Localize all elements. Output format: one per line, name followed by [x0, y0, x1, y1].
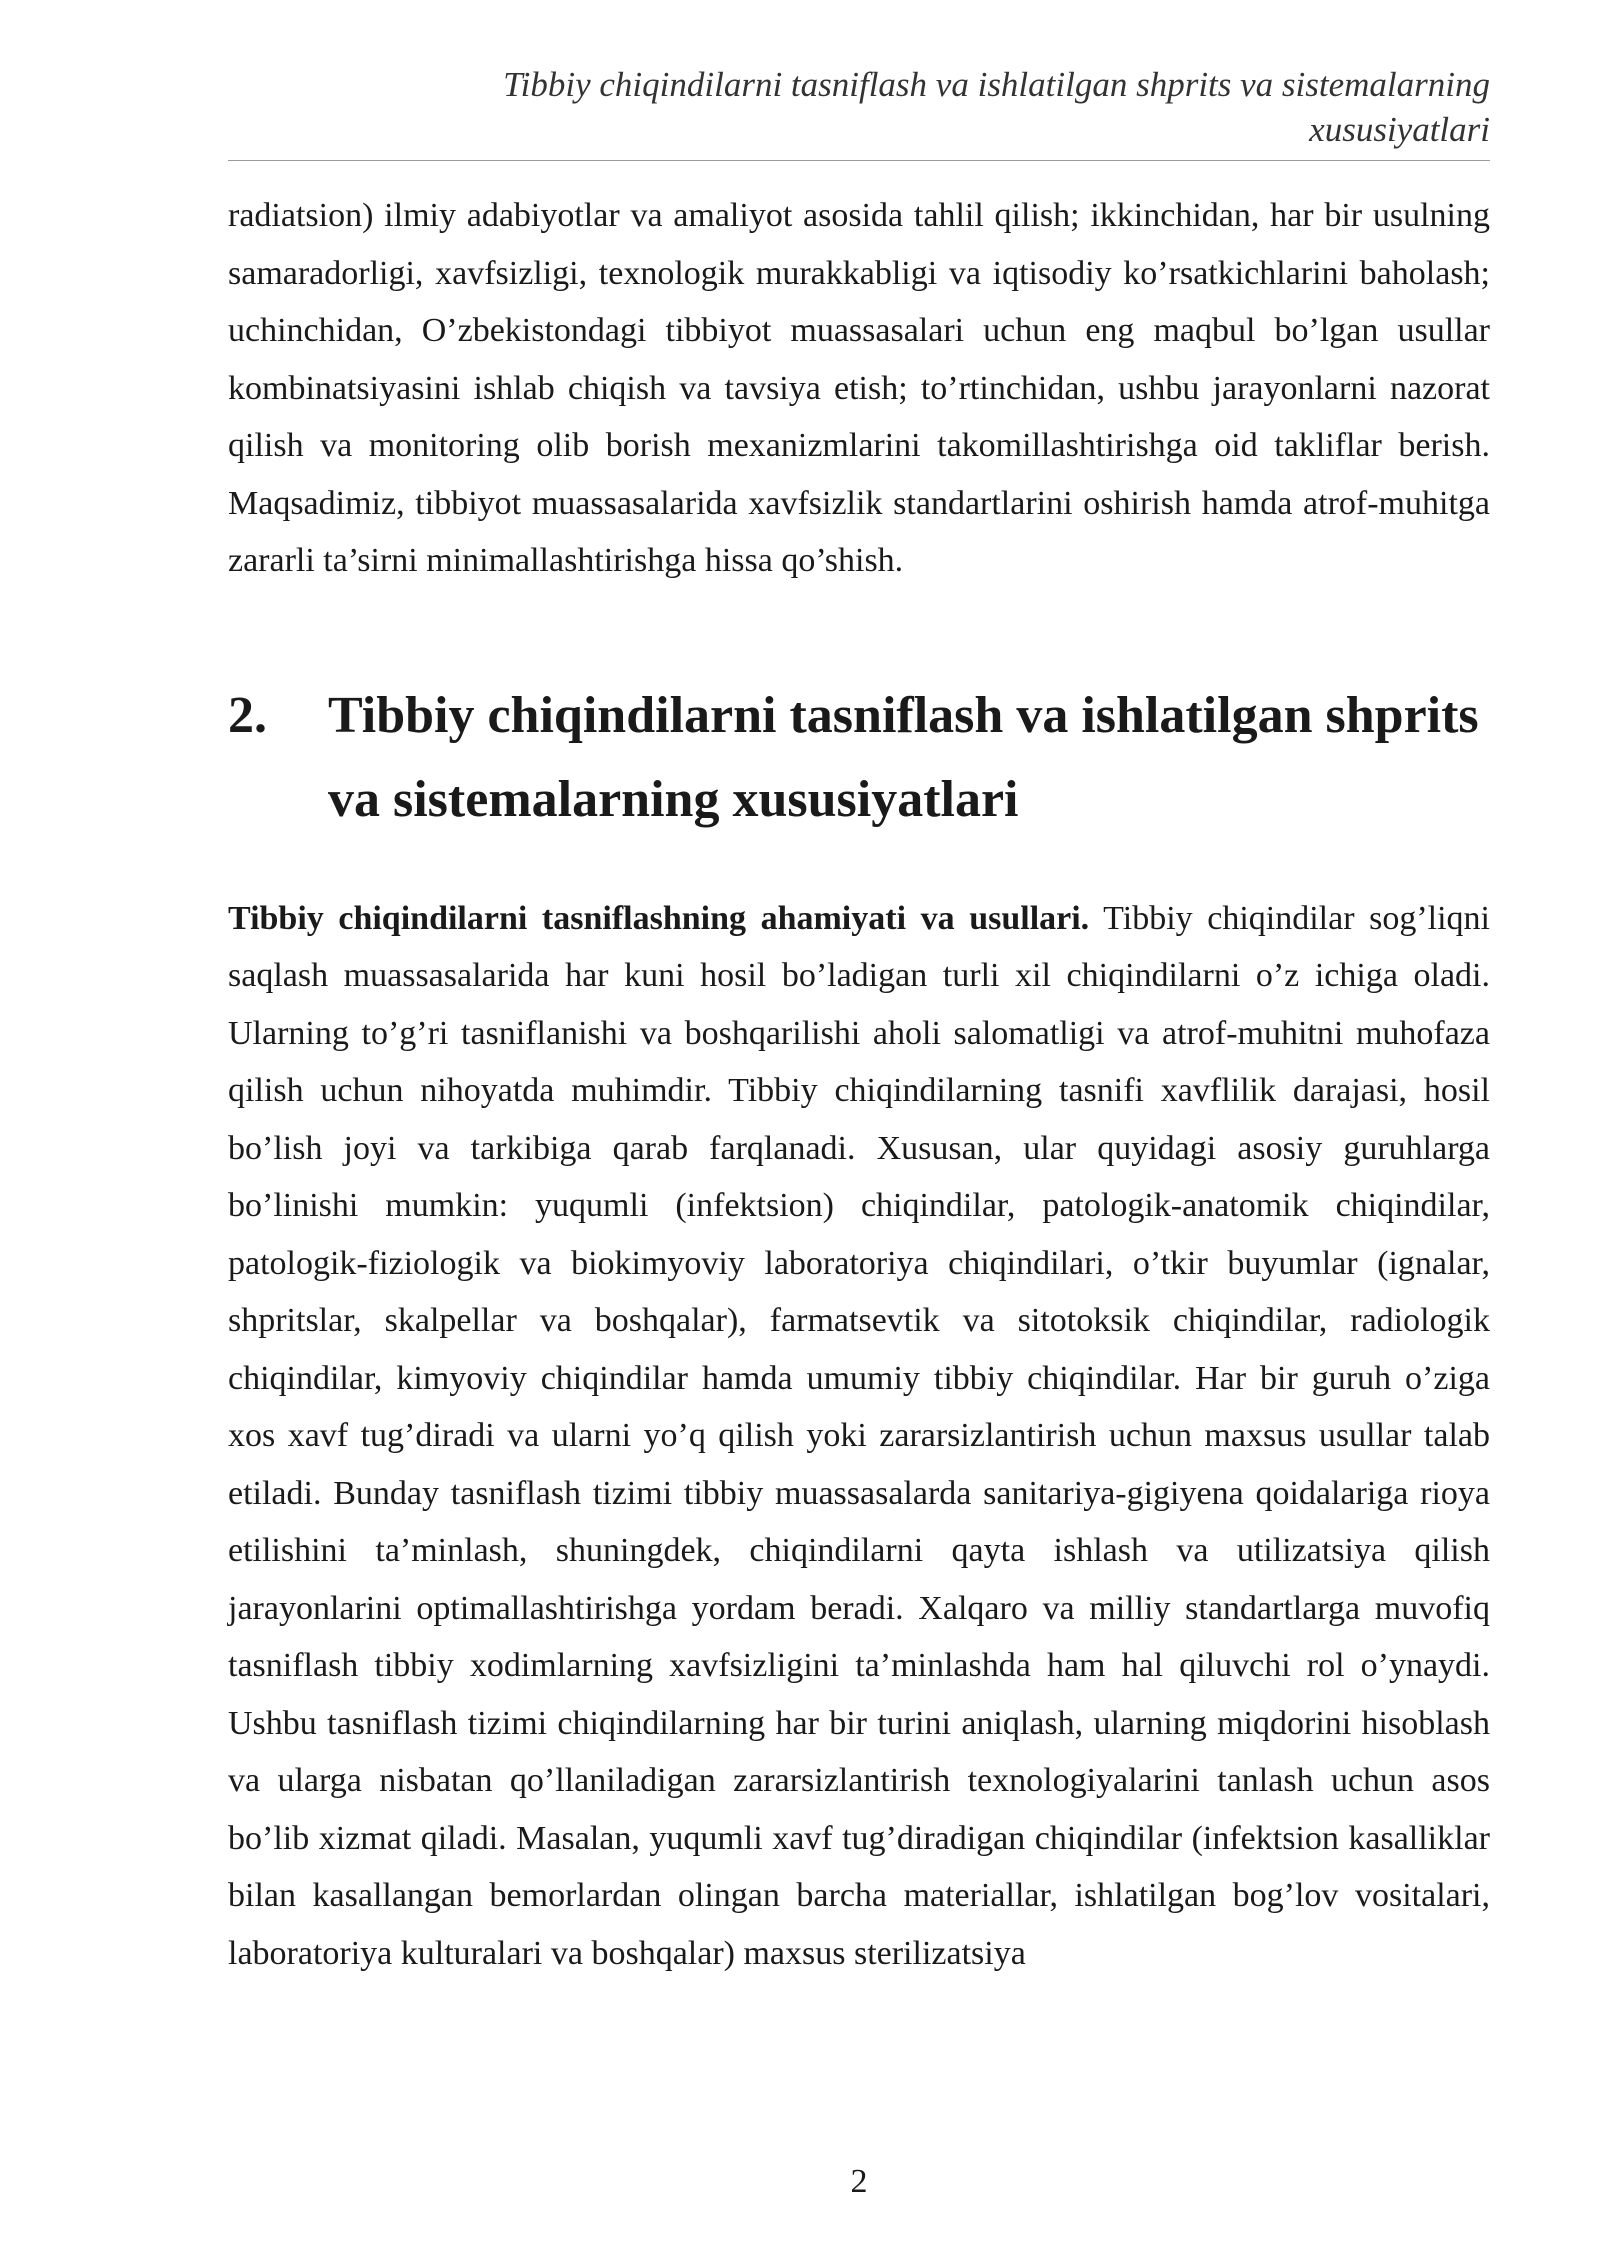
page-content [228, 187, 1490, 1982]
run-in-heading: Tibbiy chiqindilarni tasniflashning ahamiyati va usullari. [228, 899, 1090, 937]
section-title: Tibbiy chiqindilarni tasniflash va ishlatilgan shprits va sistemalarning xususiyatlari [328, 686, 1479, 828]
body-paragraph [228, 890, 1490, 1983]
intro-paragraph: radiatsion) ilmiy adabiyotlar va amaliyot asosida tahlil qilish; ikkinchidan, har bir usulning samaradorligi, xavfsizligi, texnologik murakkabligi va iqtisodiy ko’rsatkichlarini baholash; uchinchidan, O’zbekistondagi tibbiyot muassasalari uchun eng maqbul bo’lgan usullar kombinatsiyasini ishlab chiqish va tavsiya etish; to’rtinchidan, ushbu jarayonlarni nazorat qilish va monitoring olib borish mexanizmlarini takomillashtirishga oid takliflar berish. Maqsadimiz, tibbiyot muassasalarida xavfsizlik standartlarini oshirish hamda atrof-muhitga zararli ta’sirni minimallashtirishga hissa qo’shish. [228, 197, 1490, 579]
section-number: 2. [228, 686, 267, 744]
page-number: 2 [850, 2163, 868, 2200]
running-header [228, 62, 1490, 152]
running-header-line-1: Tibbiy chiqindilarni tasniflash va ishlatilgan shprits va sistemalarning [503, 65, 1490, 104]
running-header-line-2: xususiyatlari [1309, 110, 1490, 149]
section-heading [228, 674, 1490, 842]
header-divider [228, 160, 1490, 161]
body-text: Tibbiy chiqindilar sog’liqni saqlash muassasalarida har kuni hosil bo’ladigan turli xil chiqindilarni o’z ichiga oladi. Ularning to’g’ri tasniflanishi va boshqarilishi aholi salomatligi va atrof-muhitni muhofaza qilish uchun nihoyatda muhimdir. Tibbiy chiqindilarning tasnifi xavflilik darajasi, hosil bo’lish joyi va tarkibiga qarab farqlanadi. Xususan, ular quyidagi asosiy guruhlarga bo’linishi mumkin: yuqumli (infektsion) chiqindilar, patologik-anatomik chiqindilar, patologik-fiziologik va biokimyoviy laboratoriya chiqindilari, o’tkir buyumlar (ignalar, shpritslar, skalpellar va boshqalar), farmatsevtik va sitotoksik chiqindilar, radiologik chiqindilar, kimyoviy chiqindilar hamda umumiy tibbiy chiqindilar. Har bir guruh o’ziga xos xavf tug’diradi va ularni yo’q qilish yoki zararsizlantirish uchun maxsus usullar talab etiladi. Bunday tasniflash tizimi tibbiy muassasalarda sanitariya-gigiyena qoidalariga rioya etilishini ta’minlash, shuningdek, chiqindilarni qayta ishlash va utilizatsiya qilish jarayonlarini optimallashtirishga yordam beradi. Xalqaro va milliy standartlarga muvofiq tasniflash tibbiy xodimlarning xavfsizligini ta’minlashda ham hal qiluvchi rol o’ynaydi. Ushbu tasniflash tizimi chiqindilarning har bir turini aniqlash, ularning miqdorini hisoblash va ularga nisbatan qo’llaniladigan zararsizlantirish texnologiyalarini tanlash uchun asos bo’lib xizmat qiladi. Masalan, yuqumli xavf tug’diradigan chiqindilar (infektsion kasalliklar bilan kasallangan bemorlardan olingan barcha materiallar, ishlatilgan bog’lov vositalari, laboratoriya kulturalari va boshqalar) maxsus sterilizatsiya [228, 899, 1490, 1972]
